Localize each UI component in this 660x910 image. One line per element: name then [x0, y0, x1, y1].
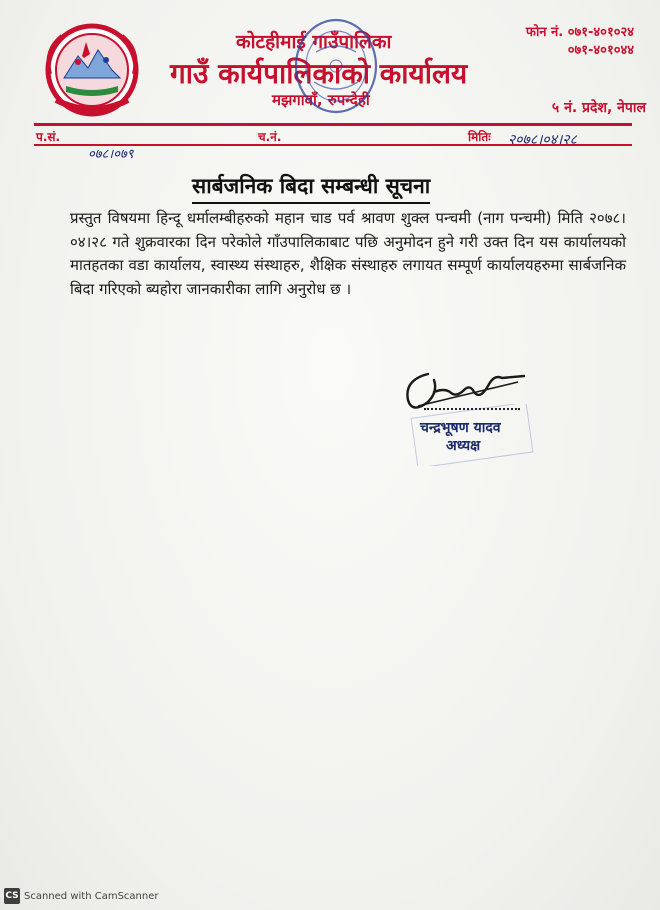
- phone-number-1: ०७१-४०१०२४: [567, 25, 634, 40]
- signatory-designation: अध्यक्ष: [446, 438, 481, 454]
- header-rule-top: [34, 123, 632, 126]
- phone-line-1: [526, 24, 634, 42]
- phone-block: [526, 24, 634, 60]
- camscanner-logo-icon: CS: [4, 888, 20, 904]
- phone-label: फोन नं.: [525, 25, 564, 40]
- signatory-name: चन्द्रभूषण यादव: [420, 420, 501, 436]
- scanner-footer: [4, 888, 159, 904]
- office-round-stamp-icon: [286, 12, 386, 120]
- nepal-government-emblem-icon: [38, 20, 146, 120]
- date-label: मितिः: [468, 130, 491, 144]
- notice-title: सार्बजनिक बिदा सम्बन्धी सूचना: [192, 172, 430, 204]
- scanner-watermark-text: Scanned with CamScanner: [24, 890, 159, 902]
- office-name: गाउँ कार्यपालिकाको कार्यालय: [170, 57, 468, 90]
- patra-sankhya-value: ०७८।०७९: [88, 147, 134, 162]
- chalani-number-label: च.नं.: [258, 130, 282, 144]
- phone-number-2: ०७१-४०१०४४: [567, 43, 634, 58]
- notice-body: प्रस्तुत विषयमा हिन्दू धर्मालम्बीहरुको महान चाड पर्व श्रावण शुक्ल पन्चमी (नाग पन्चमी) मिति २०७८।०४।२८ गते शुक्रवारका दिन परेकोले गाँउपालिकाबाट पछि अनुमोदन हुने गरी उक्त दिन यस कार्यालयको मातहतका वडा कार्यालय, स्वास्थ्य संस्थाहरु, शैक्षिक संस्थाहरु लगायत सम्पूर्ण कार्यालयहरुमा सार्बजनिक बिदा गरिएको ब्यहोरा जानकारीका लागि अनुरोध छ ।: [70, 209, 626, 298]
- office-location: मझगावाँ, रुपन्देही: [272, 91, 370, 109]
- patra-sankhya-label: प.सं.: [36, 130, 61, 144]
- date-value: २०७८।०४।२८: [508, 132, 577, 148]
- province-text: ५ नं. प्रदेश, नेपाल: [551, 100, 646, 116]
- municipality-name: कोटहीमाई गाउँपालिका: [236, 31, 392, 53]
